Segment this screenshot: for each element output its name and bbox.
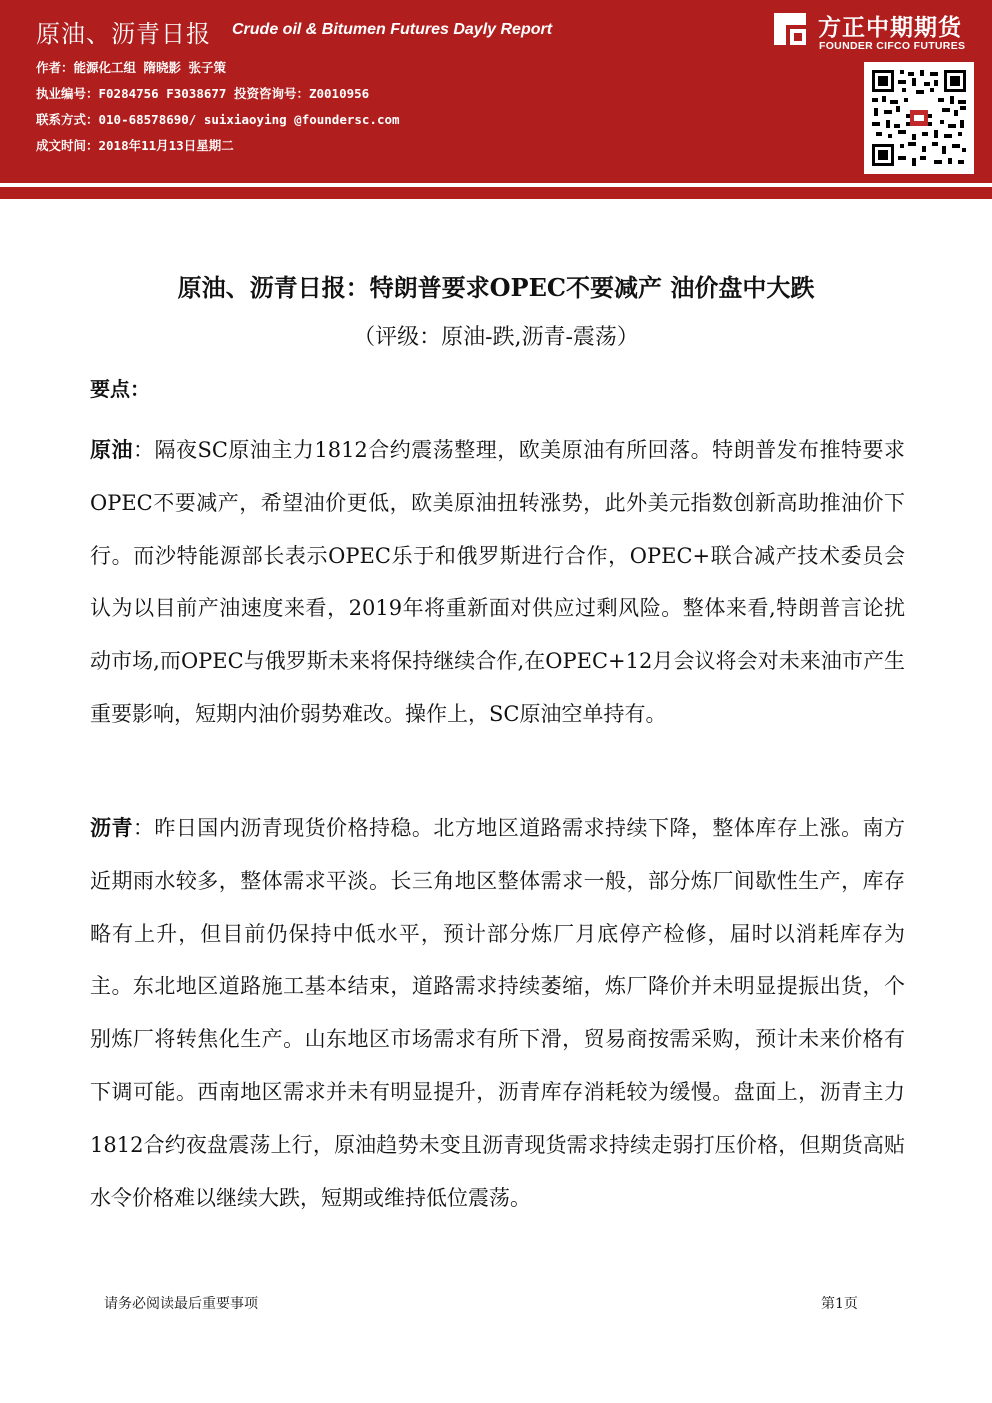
report-rating: （评级：原油-跌,沥青-震荡） xyxy=(353,325,639,350)
logo-name-en: FOUNDER CIFCO FUTURES xyxy=(819,40,966,52)
crude-text: ：隔夜SC原油主力1812合约震荡整理，欧美原油有所回落。特朗普发布推特要求OPEC不要减产，希望油价更低，欧美原油扭转涨势，此外美元指数创新高助推油价下行。而沙特能源部长表示OPEC乐于和俄罗斯进行合作，OPEC+联合减产技术委员会认为以目前产油速度来看，2019年将重新面对供应过剩风险。整体来看,特朗普言论扰动市场,而OPEC与俄罗斯未来将保持继续合作,在OPEC+12月会议将会对未来油市产生重要影响，短期内油价弱势难改。操作上，SC原油空单持有。 xyxy=(90,438,905,726)
bitumen-text: ：昨日国内沥青现货价格持稳。北方地区道路需求持续下降，整体库存上涨。南方近期雨水较多，整体需求平淡。长三角地区整体需求一般，部分炼厂间歇性生产，库存略有上升，但目前仍保持中低水平，预计部分炼厂月底停产检修，届时以消耗库存为主。东北地区道路施工基本结束，道路需求持续萎缩，炼厂降价并未明显提振出货，个别炼厂将转焦化生产。山东地区市场需求有所下滑，贸易商按需采购，预计未来价格有下调可能。西南地区需求并未有明显提升，沥青库存消耗较为缓慢。盘面上，沥青主力1812合约夜盘震荡上行，原油趋势未变且沥青现货需求持续走弱打压价格，但期货高贴水令价格难以继续大跌，短期或维持低位震荡。 xyxy=(90,816,905,1210)
header-date: 成文时间：2018年11月13日星期二 xyxy=(36,138,234,153)
header-license: 执业编号：F0284756 F3038677 投资咨询号：Z0010956 xyxy=(36,86,370,101)
logo-name-cn: 方正中期期货 xyxy=(818,15,962,41)
company-logo xyxy=(772,9,972,59)
header-bottom-stripe xyxy=(0,187,992,199)
header-authors: 作者：能源化工组 隋晓影 张子策 xyxy=(36,60,227,75)
report-title: 原油、沥青日报：特朗普要求OPEC不要减产 油价盘中大跌 xyxy=(177,273,815,302)
page-number: 第1页 xyxy=(821,1296,858,1312)
header-title-en: Crude oil & Bitumen Futures Dayly Report xyxy=(232,21,553,38)
footer-notice: 请务必阅读最后重要事项 xyxy=(104,1296,258,1312)
keypoints-label: 要点： xyxy=(90,377,150,401)
qr-code-icon xyxy=(872,70,966,166)
bitumen-lead: 沥青 xyxy=(90,815,133,840)
header-contact: 联系方式：010-68578690/ suixiaoying @foundersc.com xyxy=(36,112,400,127)
founder-logo-icon xyxy=(772,11,808,47)
qr-code xyxy=(864,62,974,174)
header-band xyxy=(0,0,992,183)
crude-paragraph xyxy=(90,424,905,741)
bitumen-paragraph xyxy=(90,802,905,1224)
crude-lead: 原油 xyxy=(90,437,133,462)
header-title-cn: 原油、沥青日报 xyxy=(36,20,211,48)
